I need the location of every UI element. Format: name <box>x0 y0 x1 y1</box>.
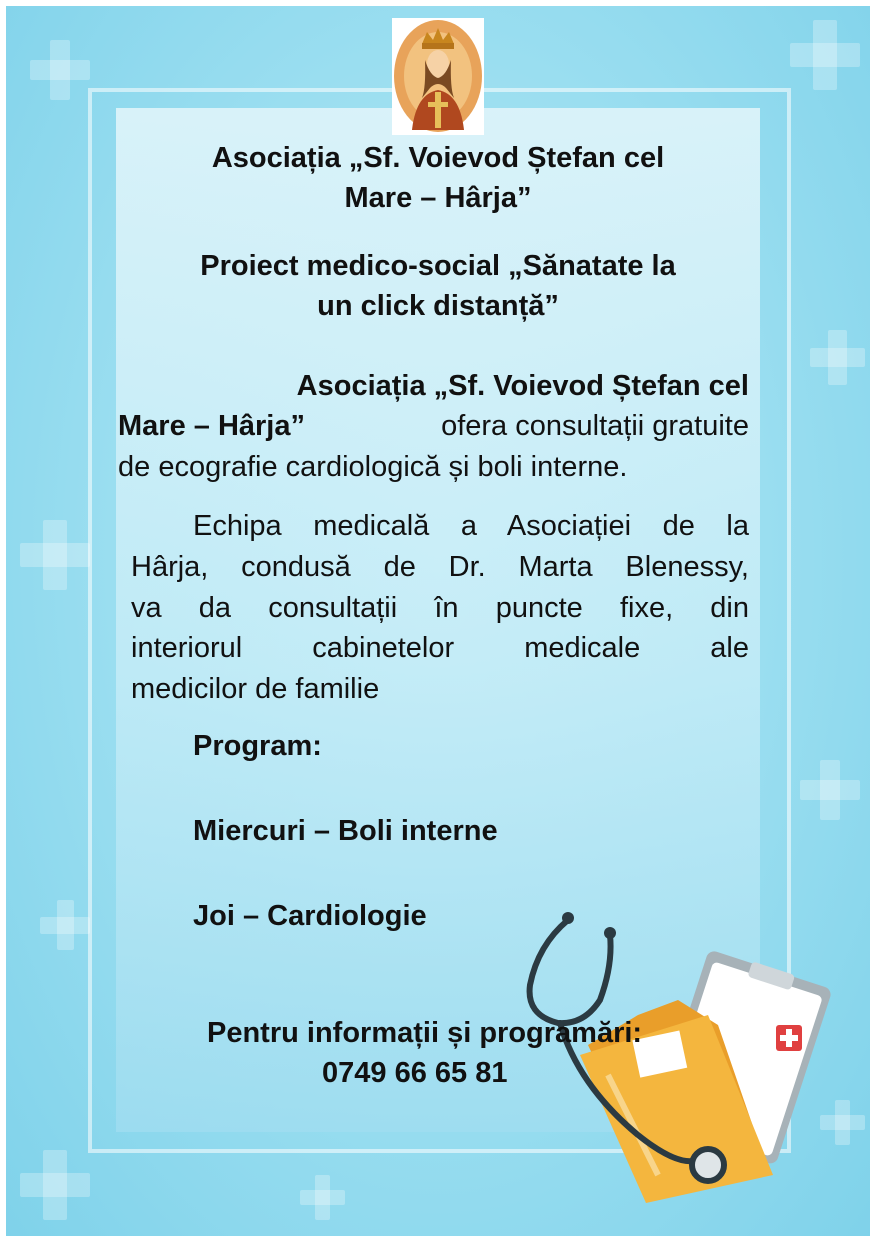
decorative-cross-icon <box>20 520 90 590</box>
intro-line-2 <box>118 405 749 447</box>
intro-line-1: Asociația „Sf. Voievod Ștefan cel <box>296 370 749 402</box>
intro-org-name: Mare – Hârja” <box>118 410 305 442</box>
contact-label: Pentru informații și programări: <box>207 1017 643 1049</box>
earpiece-right-icon <box>604 927 616 939</box>
schedule-wednesday: Miercuri – Boli interne <box>193 815 498 847</box>
team-line-3: va da consultații în puncte fixe, din <box>131 592 749 624</box>
team-line-4: interiorul cabinetelor medicale ale <box>131 632 749 664</box>
subtitle-line-2: un click distanță” <box>317 290 559 322</box>
decorative-cross-icon <box>30 40 90 100</box>
subtitle-line-1: Proiect medico-social „Sănatate la <box>200 250 676 282</box>
schedule-heading: Program: <box>193 730 322 762</box>
intro-line-3: de ecografie cardiologică și boli interne. <box>118 451 628 483</box>
intro-offer-text: ofera consultații gratuite <box>433 410 749 442</box>
decorative-cross-icon <box>40 900 90 950</box>
decorative-cross-icon <box>800 760 860 820</box>
medical-illustration <box>518 905 838 1205</box>
decorative-cross-icon <box>20 1150 90 1220</box>
team-line-1: Echipa medicală a Asociației de la <box>193 510 749 542</box>
chestpiece-icon <box>692 1149 724 1181</box>
saint-portrait-icon <box>392 18 484 135</box>
team-line-2: Hârja, condusă de Dr. Marta Blenessy, <box>131 551 749 583</box>
decorative-cross-icon <box>790 20 860 90</box>
association-logo <box>392 18 484 135</box>
schedule-thursday: Joi – Cardiologie <box>193 900 427 932</box>
contact-phone[interactable]: 0749 66 65 81 <box>322 1057 508 1089</box>
title-line-1: Asociația „Sf. Voievod Ștefan cel <box>211 142 665 174</box>
team-line-5: medicilor de familie <box>131 673 380 705</box>
decorative-cross-icon <box>300 1175 345 1220</box>
earpiece-left-icon <box>562 912 574 924</box>
title-line-2: Mare – Hârja” <box>344 182 532 214</box>
decorative-cross-icon <box>810 330 865 385</box>
